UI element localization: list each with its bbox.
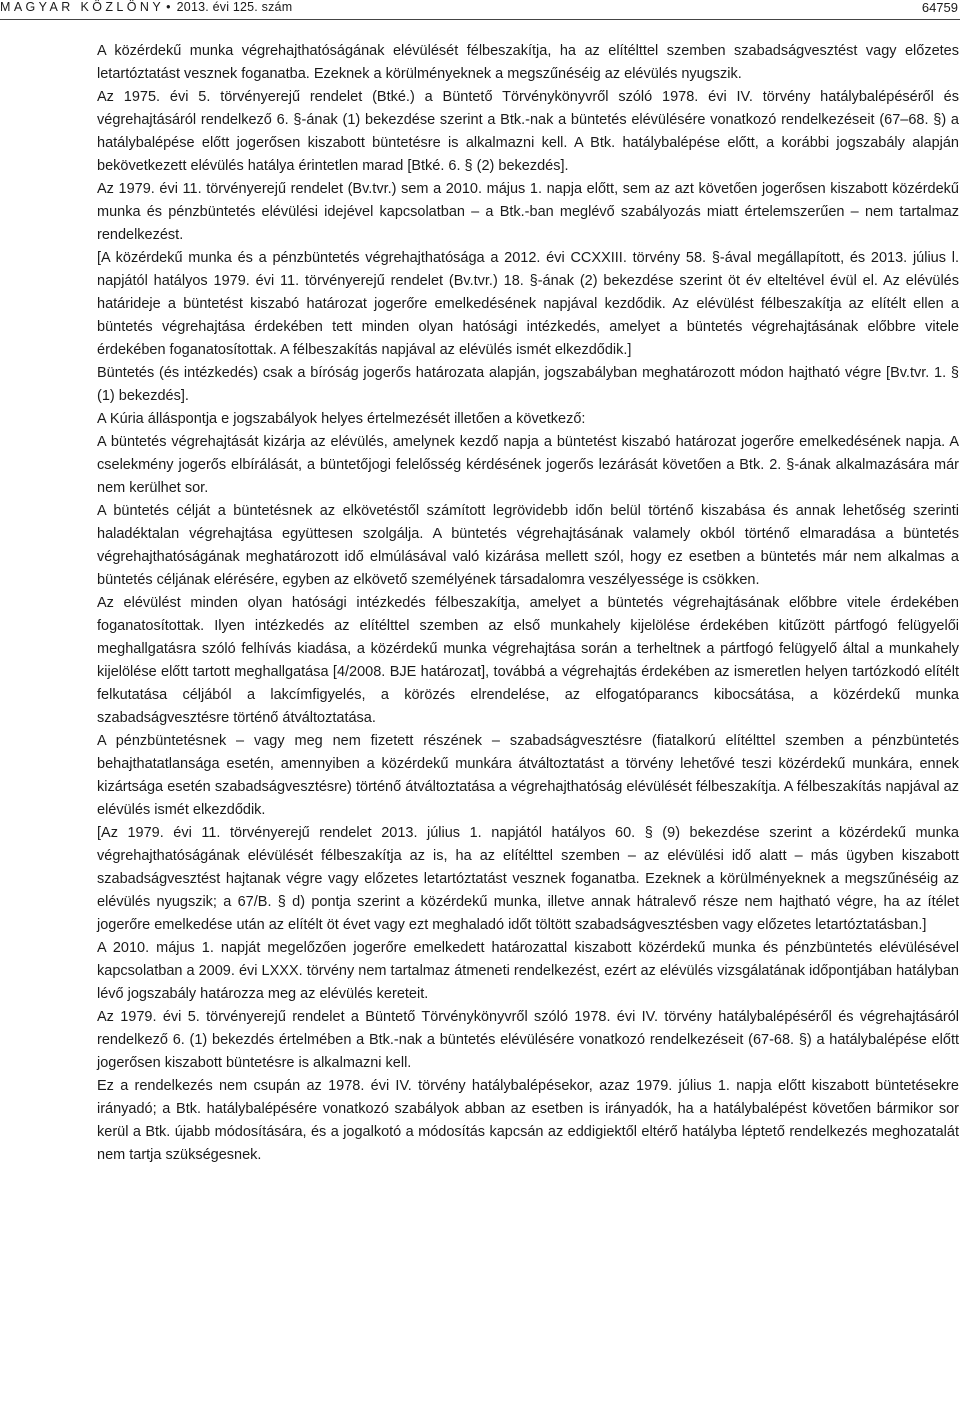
paragraph: Az elévülést minden olyan hatósági intézkedés félbeszakítja, amelyet a büntetés végrehajtásának előbbre vitele érdekében foganatosítottak. Ilyen intézkedés az elítélttel szemben az első munkahely kijelölése érdekében kitűzött pártfogó felügyelői meghallgatásra szóló felhívás kiadása, a közérdekű munka végrehajtása során a terheltnek a pártfogó felügyelő által a munkahely kijelölése előtt tartott meghallgatása [4/2008. BJE határozat], továbbá a végrehajtás érdekében az ismeretlen helyen tartózkodó elítélt felkutatása céljából a lakcímfigyelés, a körözés elrendelése, az elfogatóparancs kibocsátása, a közérdekű munka szabadságvesztésre történő átváltoztatása. — [97, 595, 959, 726]
issue-label: 2013. évi 125. szám — [176, 0, 293, 14]
paragraph: [Az 1979. évi 11. törvényerejű rendelet 2013. július 1. napjától hatályos 60. § (9) bekezdése szerint a közérdekű munka végrehajthatóságának elévülését félbeszakítja az is, ha az elítélttel szemben – az elévülési idő alatt – más ügyben kiszabott szabadságvesztést hajtanak végre vagy előzetes letartóztatást vesznek foganatba. Ezeknek a körülményeknek a megszűnéséig az elévülés nyugszik; a 67/B. § d) pontja szerint a közérdekű munka, illetve annak hátralevő része nem hajtható végre, ha az ítélet jogerőre emelkedése után az elítélt öt évet vagy ezt meghaladó időt töltött szabadságvesztésben vagy előzetes letartóztatásban.] — [97, 825, 959, 933]
page-number: 64759 — [921, 0, 958, 15]
document-body — [97, 40, 959, 1167]
paragraph: A pénzbüntetésnek – vagy meg nem fizetett részének – szabadságvesztésre (fiatalkorú elítélttel szemben a pénzbüntetés behajthatatlansága esetén, amennyiben a közérdekű munkára átváltoztatást a törvény lehetővé teszi közérdekű munkára, ennek kizártsága esetén szabadságvesztésre) történő átváltoztatása a végrehajthatóság elévülését félbeszakítja. A félbeszakítás napjával az elévülés ismét elkezdődik. — [97, 733, 959, 818]
paragraph: Az 1979. évi 5. törvényerejű rendelet a Büntető Törvénykönyvről szóló 1978. évi IV. törvény hatálybalépéséről és végrehajtásáról rendelkező 6. (1) bekezdés értelmében a Btk.-nak a büntetés elévülésére vonatkozó rendelkezéseit (67-68. §) a hatálybalépése előtt jogerősen kiszabott büntetésre is alkalmazni kell. — [97, 1009, 959, 1071]
paragraph: A 2010. május 1. napját megelőzően jogerőre emelkedett határozattal kiszabott közérdekű munka és pénzbüntetés elévülésével kapcsolatban a 2009. évi LXXX. törvény nem tartalmaz átmeneti rendelkezést, ezért az elévülés vizsgálatának időpontjában hatályban lévő jogszabály határozza meg az elévülés kereteit. — [97, 940, 959, 1002]
header-separator: • — [166, 0, 171, 14]
paragraph: A büntetés végrehajtását kizárja az elévülés, amelynek kezdő napja a büntetést kiszabó határozat jogerőre emelkedésének napja. A cselekmény jogerős elbírálását, a büntetőjogi felelősség kérdésének jogerős lezárását követően a Btk. 2. §-ának alkalmazására már nem kerülhet sor. — [97, 434, 959, 496]
page-header — [0, 0, 960, 20]
paragraph: Az 1975. évi 5. törvényerejű rendelet (Btké.) a Büntető Törvénykönyvről szóló 1978. évi IV. törvény hatálybalépéséről és végrehajtásáról rendelkező 6. §-ának (1) bekezdése szerint a Btk.-nak a büntetés elévülésére vonatkozó rendelkezéseit (67–68. §) a hatálybalépése előtt jogerősen kiszabott büntetésre is alkalmazni kell. A Btk. hatálybalépése előtt, a korábbi jogszabály alapján bekövetkezett elévülés hatálya érintetlen marad [Btké. 6. § (2) bekezdés]. — [97, 89, 959, 174]
paragraph: [A közérdekű munka és a pénzbüntetés végrehajthatósága a 2012. évi CCXXIII. törvény 58. §-ával megállapított, és 2013. július l. napjától hatályos 1979. évi 11. törvényerejű rendelet (Bv.tvr.) 18. §-ának (2) bekezdése szerint öt év elteltével évül el. Az elévülés határideje a büntetést kiszabó határozat jogerőre emelkedésének napjával kezdődik. Az elévülést félbeszakítja az elítélt ellen a büntetés végrehajtása érdekében tett minden olyan hatósági intézkedés, amelyet a büntetés végrehajtásának előbbre vitele érdekében foganatosítottak. A félbeszakítás napjával az elévülés ismét elkezdődik.] — [97, 250, 959, 358]
paragraph: Az 1979. évi 11. törvényerejű rendelet (Bv.tvr.) sem a 2010. május 1. napja előtt, sem az azt követően jogerősen kiszabott közérdekű munka és pénzbüntetés elévülési idejével kapcsolatban – a Btk.-ban meglévő szabályozás miatt értelemszerűen – nem tartalmaz rendelkezést. — [97, 181, 959, 243]
paragraph: Büntetés (és intézkedés) csak a bíróság jogerős határozata alapján, jogszabályban meghatározott módon hajtható végre [Bv.tvr. 1. § (1) bekezdés]. — [97, 365, 959, 404]
running-head — [0, 0, 292, 14]
journal-title: MAGYAR KÖZLÖNY — [0, 0, 165, 14]
paragraph: A Kúria álláspontja e jogszabályok helyes értelmezését illetően a következő: — [97, 411, 586, 427]
paragraph: Ez a rendelkezés nem csupán az 1978. évi IV. törvény hatálybalépésekor, azaz 1979. július 1. napja előtt kiszabott büntetésekre irányadó; a Btk. hatálybalépésére vonatkozó szabályok abban az esetben is irányadók, ha a hatálybalépést követően bármikor sor kerül a Btk. újabb módosítására, és a jogalkotó a módosítás kapcsán az eddigiektől eltérő hatályba léptető rendelkezés meghozatalát nem tartja szükségesnek. — [97, 1078, 959, 1163]
paragraph: A büntetés célját a büntetésnek az elkövetéstől számított legrövidebb időn belül történő kiszabása és annak lehetőség szerinti haladéktalan végrehajtása együttesen szolgálja. A büntetés végrehajtásának valamely okból történő elmaradása a büntetés végrehajthatóságának meghatározott idő elmúlásával való kizárása mellett szól, hogy ez esetben a büntetés már nem alkalmas a büntetés céljának elérésére, egyben az elkövető személyének társadalomra veszélyessége is csökken. — [97, 503, 959, 588]
header-rule — [0, 19, 960, 20]
paragraph: A közérdekű munka végrehajthatóságának elévülését félbeszakítja, ha az elítélttel szemben szabadságvesztést vagy előzetes letartóztatást vesznek foganatba. Ezeknek a körülményeknek a megszűnéséig az elévülés nyugszik. — [97, 43, 959, 82]
